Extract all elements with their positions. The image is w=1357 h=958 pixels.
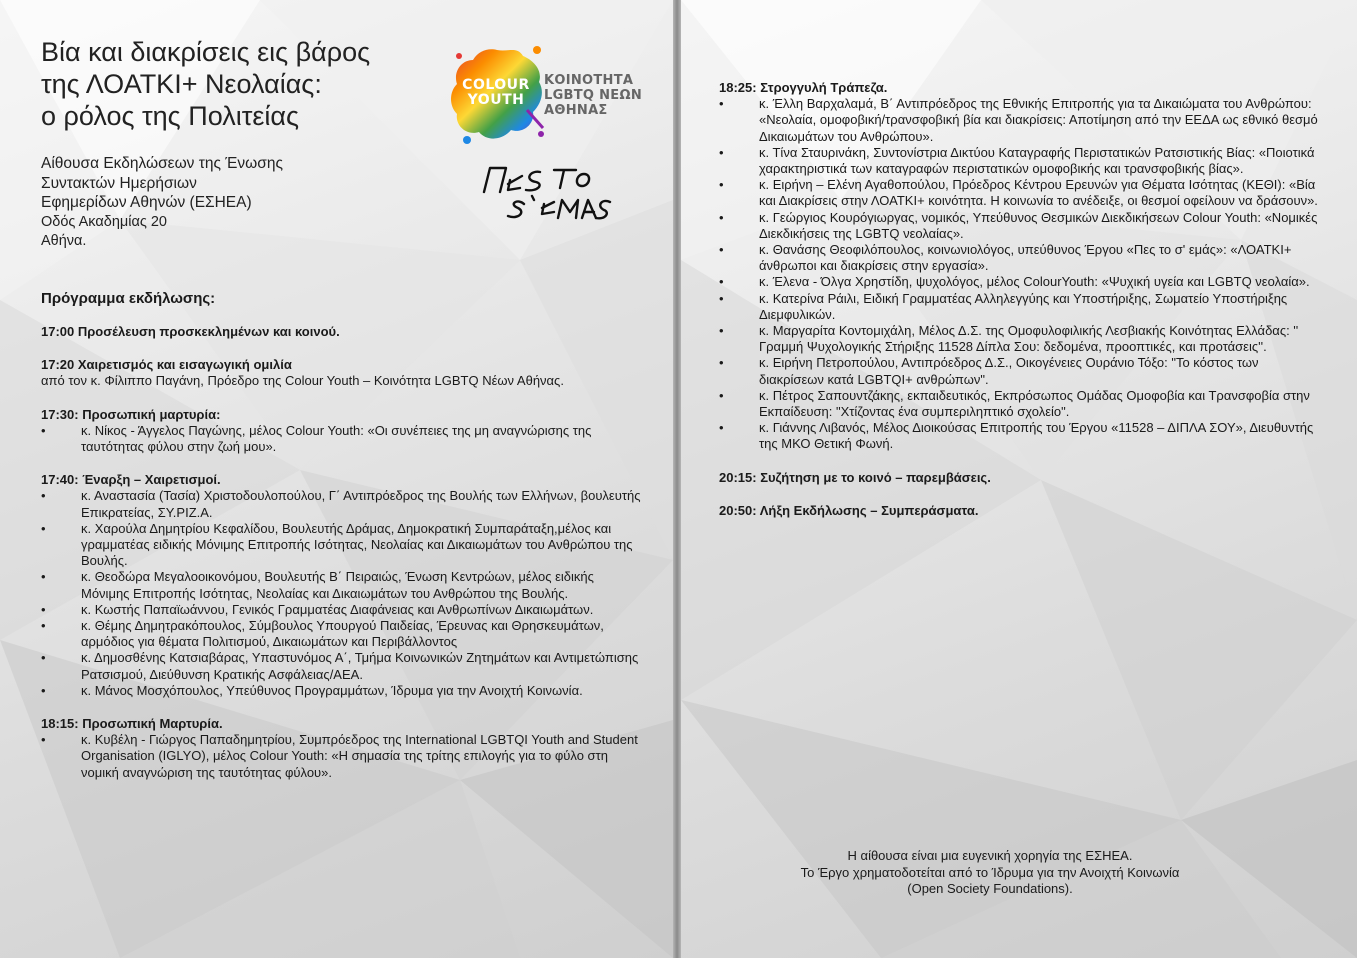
section-heading: 17:00 Προσέλευση προσκεκλημένων και κοινού. bbox=[41, 324, 340, 339]
venue-line-2: Συντακτών Ημερήσιων bbox=[41, 174, 197, 192]
list-item: • κ. Μαργαρίτα Κοντομιχάλη, Μέλος Δ.Σ. της Ομοφυλοφιλικής Λεσβιακής Κοινότητας Ελλάδας: '' Γραμμή Ψυχολογικής Στήριξης 11528 Δίπλα Σου: δεδομένα, προοπτικές, και προτάσεις''. bbox=[719, 323, 1319, 355]
list-item: • κ. Θεοδώρα Μεγαλοοικονόμου, Βουλευτής Β΄ Πειραιώς, Ένωση Κεντρώων, μέλος ειδικής Μόνιμης Επιτροπής Ισότητας, Νεολαίας και Δικαιωμάτων του Ανθρώπου της Βουλής. bbox=[41, 569, 641, 601]
venue-line-4: Οδός Ακαδημίας 20 bbox=[41, 213, 167, 230]
list-item: • κ. Πέτρος Σαπουντζάκης, εκπαιδευτικός, Εκπρόσωπος Ομάδας Ομοφοβία και Τρανσφοβία στην Εκπαίδευση: "Χτίζοντας ένα συμπεριληπτικό σχολείο". bbox=[719, 388, 1319, 420]
cy-mark-line-1: COLOUR bbox=[462, 77, 530, 93]
pes-to-semas-logo-icon bbox=[478, 162, 613, 224]
program-left-column bbox=[41, 324, 641, 798]
section-heading: 20:50: Λήξη Εκδήλωσης – Συμπεράσματα. bbox=[719, 502, 979, 518]
program-section bbox=[41, 324, 641, 340]
page-gutter bbox=[673, 0, 681, 958]
list-item: • κ. Γεώργιος Κουρόγιωργας, νομικός, Υπεύθυνος Θεσμικών Διεκδικήσεων Colour Youth: «Νομικές Διεκδικήσεις της LGBTQ νεολαίας». bbox=[719, 210, 1319, 242]
list-item: • κ. Τίνα Σταυρινάκη, Συντονίστρια Δικτύου Καταγραφής Περιστατικών Ρατσιστικής Βίας: «Ποιοτικά χαρακτηριστικά των καταγραφών περιστατικών ομοφοβικής και τρανσφοβικής βίας». bbox=[719, 145, 1319, 177]
list-item: • κ. Ειρήνη – Ελένη Αγαθοπούλου, Πρόεδρος Κέντρου Ερευνών για Θέματα Ισότητας (ΚΕΘΙ): «Βία και Διακρίσεις στην ΛΟΑΤΚΙ+ κοινότητα. Η κοινωνία το ανέδειξε, οι θεσμοί οφείλουν να δράσουν». bbox=[719, 177, 1319, 209]
speaker-list bbox=[41, 488, 641, 699]
footer-line-2: Το Έργο χρηματοδοτείται από το Ίδρυμα για την Ανοιχτή Κοινωνία bbox=[800, 864, 1180, 880]
section-heading: 20:15: Συζήτηση με το κοινό – παρεμβάσεις. bbox=[719, 469, 991, 485]
program-section bbox=[41, 357, 641, 389]
section-heading: 17:30: Προσωπική μαρτυρία: bbox=[41, 406, 221, 422]
list-item: • κ. Κατερίνα Ράιλι, Ειδική Γραμματέας Αλληλεγγύης και Υποστήριξης, Σωματείο Υποστήριξης Διεμφυλικών. bbox=[719, 291, 1319, 323]
program-section bbox=[41, 716, 641, 781]
program-section bbox=[41, 472, 641, 699]
list-item: • κ. Θανάσης Θεοφιλόπουλος, κοινωνιολόγος, υπεύθυνος Έργου «Πες το σ' εμάς»: «ΛΟΑΤΚΙ+ άνθρωποι και διακρίσεις στην εργασία». bbox=[719, 242, 1319, 274]
venue-line-1: Αίθουσα Εκδηλώσεων της Ένωσης bbox=[41, 155, 283, 172]
venue-line-3: Εφημερίδων Αθηνών (ΕΣΗΕΑ) bbox=[41, 194, 252, 211]
section-heading: 17:40: Έναρξη – Χαιρετισμοί. bbox=[41, 472, 221, 488]
venue-address bbox=[41, 154, 361, 252]
program-right-column bbox=[719, 80, 1319, 536]
program-section bbox=[719, 503, 1319, 519]
cy-sub-line-1: ΚΟΙΝΟΤΗΤΑ bbox=[544, 73, 634, 88]
program-title: Πρόγραμμα εκδήλωσης: bbox=[41, 290, 216, 307]
program-section bbox=[719, 470, 1319, 486]
program-section bbox=[719, 80, 1319, 453]
cy-mark-line-2: YOUTH bbox=[467, 92, 525, 108]
list-item: • κ. Αναστασία (Τασία) Χριστοδουλοπούλου, Γ΄ Αντιπρόεδρος της Βουλής των Ελλήνων, βουλευτής Επικρατείας, ΣΥ.ΡΙΖ.Α. bbox=[41, 488, 641, 520]
colour-youth-subtitle bbox=[544, 73, 642, 118]
title-line-2: της ΛΟΑΤΚΙ+ Νεολαίας: bbox=[41, 69, 322, 99]
section-body: από τον κ. Φίλιππο Παγάνη, Πρόεδρο της Colour Youth – Κοινότητα LGBTQ Νέων Αθήνας. bbox=[41, 373, 564, 389]
list-item: • κ. Ειρήνη Πετροπούλου, Αντιπρόεδρος Δ.Σ., Οικογένειες Ουράνιο Τόξο: "Το κόστος των διακρίσεων κατά LGBTQI+ ανθρώπων". bbox=[719, 355, 1319, 387]
list-item: • κ. Έλενα - Όλγα Χρηστίδη, ψυχολόγος, μέλος ColourYouth: «Ψυχική υγεία και LGBTQ νεολαία». bbox=[719, 274, 1319, 290]
left-page bbox=[0, 0, 673, 958]
cy-sub-line-3: ΑΘΗΝΑΣ bbox=[544, 103, 608, 118]
title-line-3: ο ρόλος της Πολιτείας bbox=[41, 101, 300, 131]
list-item: • κ. Κυβέλη - Γιώργος Παπαδημητρίου, Συμπρόεδρος της International LGBTQI Youth and Student Organisation (IGLYO), μέλος Colour Youth: «Η σημασία της τρίτης επιλογής για το φύλο στη νομική αναγνώριση της ταυτότητας φύλου». bbox=[41, 732, 641, 781]
section-heading: 18:25: Στρογγυλή Τράπεζα. bbox=[719, 80, 888, 95]
list-item: • κ. Νίκος - Άγγελος Παγώνης, μέλος Colour Youth: «Οι συνέπειες της μη αναγνώρισης της ταυτότητας φύλου στην ζωή μου». bbox=[41, 423, 641, 455]
colour-youth-logo bbox=[447, 42, 647, 146]
speaker-list bbox=[41, 732, 641, 781]
event-title bbox=[41, 36, 421, 132]
speaker-list bbox=[719, 96, 1319, 452]
sponsor-footer bbox=[780, 848, 1200, 898]
list-item: • κ. Θέμης Δημητρακόπουλος, Σύμβουλος Υπουργού Παιδείας, Έρευνας και Θρησκευμάτων, αρμόδιος για θέματα Πολιτισμού, Δικαιωμάτων και Περιβάλλοντος bbox=[41, 618, 641, 650]
cy-sub-line-2: LGBTQ ΝΕΩΝ bbox=[544, 88, 642, 103]
program-section bbox=[41, 407, 641, 456]
list-item: • κ. Έλλη Βαρχαλαμά, Β΄ Αντιπρόεδρος της Εθνικής Επιτροπής για τα Δικαιώματα του Ανθρώπου: «Νεολαία, ομοφοβική/τρανσφοβική βία και διακρίσεις: Αποτίμηση από την ΕΕΔΑ ως εθνικό θεσμό Δικαιωμάτων του Ανθρώπου». bbox=[719, 96, 1319, 145]
list-item: • κ. Μάνος Μοσχόπουλος, Υπεύθυνος Προγραμμάτων, Ίδρυμα για την Ανοιχτή Κοινωνία. bbox=[41, 683, 641, 699]
list-item: • κ. Κωστής Παπαϊωάννου, Γενικός Γραμματέας Διαφάνειας και Ανθρωπίνων Δικαιωμάτων. bbox=[41, 602, 641, 618]
section-heading: 17:20 Χαιρετισμός και εισαγωγική ομιλία bbox=[41, 357, 292, 373]
list-item: • κ. Γιάννης Λιβανός, Μέλος Διοικούσας Επιτροπής του Έργου «11528 – ΔΙΠΛΑ ΣΟΥ», Διευθυντής της ΜΚΟ Θετική Φωνή. bbox=[719, 420, 1319, 452]
colour-youth-wordmark bbox=[457, 78, 535, 108]
footer-line-3: (Open Society Foundations). bbox=[907, 881, 1073, 896]
venue-line-5: Αθήνα. bbox=[41, 233, 87, 249]
speaker-list bbox=[41, 423, 641, 455]
footer-line-1: Η αίθουσα είναι μια ευγενική χορηγία της ΕΣΗΕΑ. bbox=[847, 848, 1133, 863]
list-item: • κ. Χαρούλα Δημητρίου Κεφαλίδου, Βουλευτής Δράμας, Δημοκρατική Συμπαράταξη,μέλος και γραμματέας ειδικής Μόνιμης Επιτροπής Ισότητας, Νεολαίας και Δικαιωμάτων του Ανθρώπου της Βουλής. bbox=[41, 521, 641, 570]
section-heading: 18:15: Προσωπική Μαρτυρία. bbox=[41, 716, 223, 732]
title-line-1: Βία και διακρίσεις εις βάρος bbox=[41, 37, 371, 67]
list-item: • κ. Δημοσθένης Κατσιαβάρας, Υπαστυνόμος Α΄, Τμήμα Κοινωνικών Ζητημάτων και Αντιμετώπισης Ρατσισμού, Διεύθυνση Κρατικής Ασφάλειας/ΑΕΑ. bbox=[41, 650, 641, 682]
